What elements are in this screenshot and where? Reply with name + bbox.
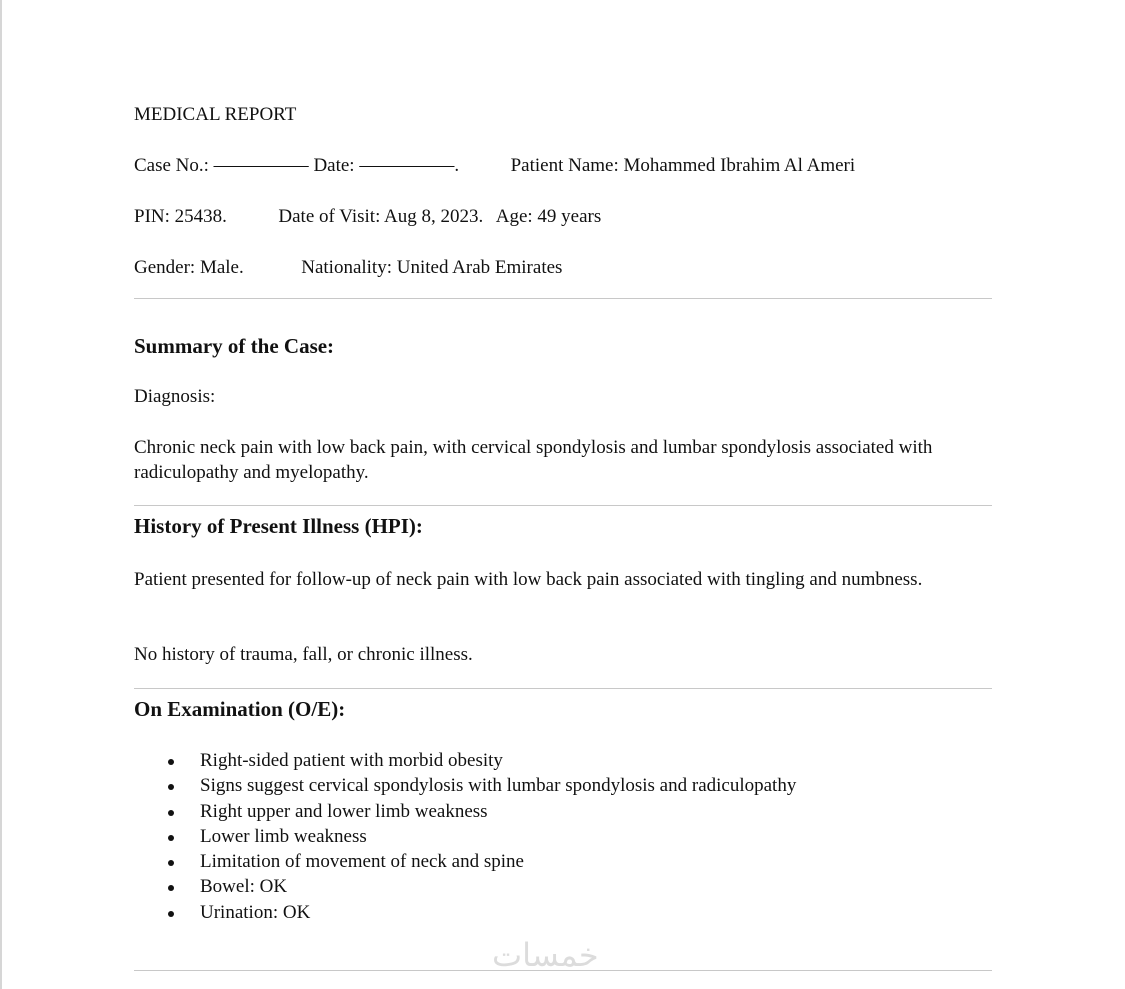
examination-list: [134, 748, 796, 925]
divider: [134, 505, 992, 506]
bullet-icon: [168, 784, 174, 790]
bullet-icon: [168, 885, 174, 891]
list-item: Bowel: OK: [134, 874, 796, 899]
list-item: Lower limb weakness: [134, 824, 796, 849]
list-item: Right-sided patient with morbid obesity: [134, 748, 796, 773]
divider: [134, 298, 992, 299]
patient-age: Age: 49 years: [495, 206, 602, 227]
patient-nationality: Nationality: United Arab Emirates: [301, 257, 563, 278]
report-title: MEDICAL REPORT: [134, 104, 297, 125]
bullet-icon: [168, 759, 174, 765]
page-left-border: [0, 0, 2, 989]
report-date: Date: —————.: [313, 155, 460, 176]
hpi-paragraph-1: Patient presented for follow-up of neck pain with low back pain associated with tingling and numbness.: [134, 569, 923, 590]
date-of-visit: Date of Visit: Aug 8, 2023.: [278, 206, 484, 227]
patient-name: Patient Name: Mohammed Ibrahim Al Ameri: [510, 155, 856, 176]
patient-pin: PIN: 25438.: [134, 206, 227, 227]
bullet-icon: [168, 860, 174, 866]
hpi-paragraph-2: No history of trauma, fall, or chronic illness.: [134, 644, 473, 665]
case-number: Case No.: —————: [134, 155, 309, 176]
diagnosis-label: Diagnosis:: [134, 386, 216, 407]
list-item: Limitation of movement of neck and spine: [134, 849, 796, 874]
bullet-icon: [168, 810, 174, 816]
header-line-2: [134, 205, 601, 229]
bullet-icon: [168, 835, 174, 841]
list-item: Urination: OK: [134, 900, 796, 925]
summary-heading: Summary of the Case:: [134, 334, 335, 358]
patient-gender: Gender: Male.: [134, 257, 244, 278]
list-item: Signs suggest cervical spondylosis with lumbar spondylosis and radiculopathy: [134, 773, 796, 798]
watermark-logo: خمسات: [492, 936, 599, 974]
examination-heading: On Examination (O/E):: [134, 697, 346, 721]
list-item: Right upper and lower limb weakness: [134, 799, 796, 824]
hpi-heading: History of Present Illness (HPI):: [134, 514, 423, 538]
diagnosis-text: Chronic neck pain with low back pain, with cervical spondylosis and lumbar spondylosis associated with radiculopathy and myelopathy.: [134, 437, 933, 483]
bullet-icon: [168, 911, 174, 917]
header-line-3: [134, 256, 562, 280]
divider: [134, 688, 992, 689]
header-line-1: [134, 154, 855, 178]
